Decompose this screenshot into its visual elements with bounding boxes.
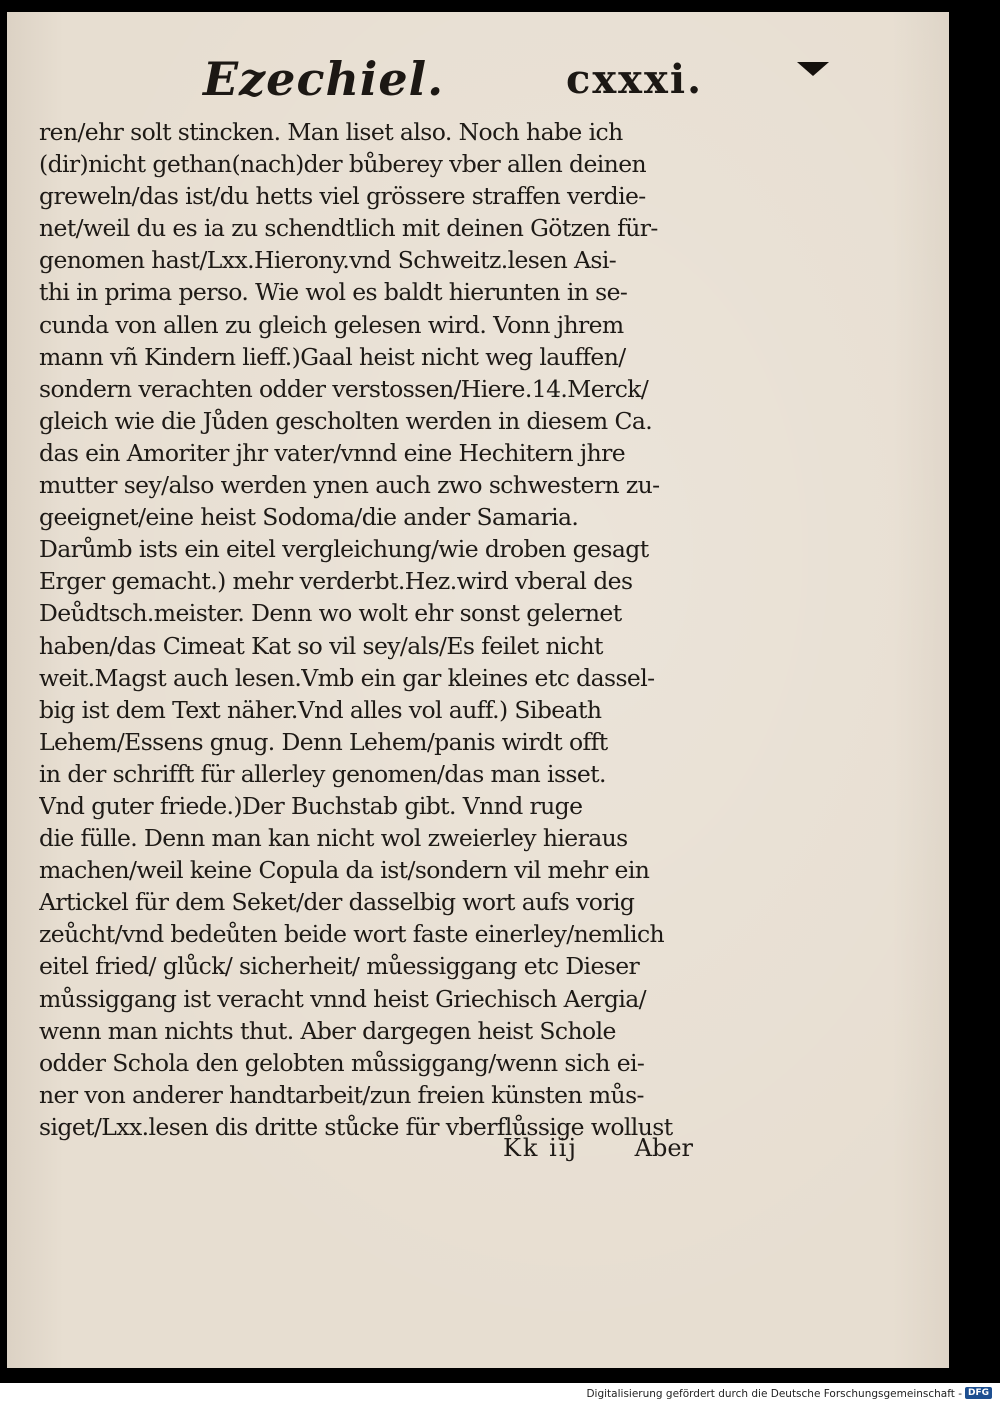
text-line: machen/weil keine Copula da ist/sondern vil mehr ein bbox=[39, 856, 650, 885]
text-line: geeignet/eine heist Sodoma/die ander Samaria. bbox=[39, 503, 579, 532]
text-line: siget/Lxx.lesen dis dritte stůcke für vberflůssige wollust bbox=[39, 1112, 673, 1141]
text-line: ren/ehr solt stincken. Man liset also. Noch habe ich bbox=[39, 118, 623, 146]
text-line: Artickel für dem Seket/der dasselbig wort aufs vorig bbox=[39, 888, 635, 917]
text-line: wenn man nichts thut. Aber dargegen heist Schole bbox=[39, 1016, 616, 1045]
body-text bbox=[39, 116, 719, 1143]
text-line: haben/das Cimeat Kat so vil sey/als/Es feilet nicht bbox=[39, 631, 603, 660]
folio-number: cxxxi. bbox=[565, 56, 703, 103]
text-line: Deůdtsch.meister. Denn wo wolt ehr sonst gelernet bbox=[39, 599, 622, 628]
text-line: ner von anderer handtarbeit/zun freien künsten můs- bbox=[39, 1080, 644, 1109]
text-line: genomen hast/Lxx.Hierony.vnd Schweitz.lesen Asi- bbox=[39, 246, 617, 275]
text-line: mann vñ Kindern lieff.)Gaal heist nicht weg lauffen/ bbox=[39, 342, 626, 371]
text-line: můssiggang ist veracht vnnd heist Griechisch Aergia/ bbox=[39, 984, 646, 1013]
text-line: Vnd guter friede.)Der Buchstab gibt. Vnnd ruge bbox=[39, 791, 583, 820]
running-title: Ezechiel. bbox=[203, 52, 445, 106]
text-line: die fülle. Denn man kan nicht wol zweierley hieraus bbox=[39, 824, 628, 853]
text-line: thi in prima perso. Wie wol es baldt hierunten in se- bbox=[39, 278, 628, 307]
text-line: eitel fried/ glůck/ sicherheit/ můessiggang etc Dieser bbox=[39, 952, 640, 981]
catchword: Aber bbox=[634, 1134, 693, 1162]
signature-mark: Kk iij bbox=[503, 1134, 578, 1162]
text-line: das ein Amoriter jhr vater/vnnd eine Hechitern jhre bbox=[39, 438, 626, 467]
text-line: gleich wie die Jůden gescholten werden in diesem Ca. bbox=[39, 406, 653, 435]
page-header bbox=[203, 52, 703, 122]
page-footer bbox=[503, 1134, 693, 1168]
text-line: Darůmb ists ein eitel vergleichung/wie droben gesagt bbox=[39, 535, 649, 564]
book-page bbox=[7, 12, 949, 1368]
attribution-text: Digitalisierung gefördert durch die Deutsche Forschungsgemeinschaft - bbox=[586, 1388, 962, 1400]
text-line: weit.Magst auch lesen.Vmb ein gar kleines etc dassel- bbox=[39, 663, 655, 692]
text-line: cunda von allen zu gleich gelesen wird. Vonn jhrem bbox=[39, 310, 624, 339]
text-line: (dir)nicht gethan(nach)der bůberey vber allen deinen bbox=[39, 150, 647, 179]
dfg-logo: DFG bbox=[965, 1387, 992, 1399]
text-line: in der schrifft für allerley genomen/das man isset. bbox=[39, 759, 606, 788]
text-line: net/weil du es ia zu schendtlich mit deinen Götzen für- bbox=[39, 214, 658, 243]
text-line: sondern verachten odder verstossen/Hiere.14.Merck/ bbox=[39, 374, 649, 403]
text-line: greweln/das ist/du hetts viel grössere straffen verdie- bbox=[39, 182, 646, 211]
text-line: zeůcht/vnd bedeůten beide wort faste einerley/nemlich bbox=[39, 920, 665, 949]
ornament-mark bbox=[797, 62, 829, 76]
text-line: Erger gemacht.) mehr verderbt.Hez.wird vberal des bbox=[39, 567, 633, 596]
text-line: Lehem/Essens gnug. Denn Lehem/panis wirdt offt bbox=[39, 727, 608, 756]
text-line: odder Schola den gelobten můssiggang/wenn sich ei- bbox=[39, 1048, 645, 1077]
text-line: mutter sey/also werden ynen auch zwo schwestern zu- bbox=[39, 471, 660, 500]
attribution-bar bbox=[586, 1387, 992, 1401]
text-line: big ist dem Text näher.Vnd alles vol auff.) Sibeath bbox=[39, 695, 602, 724]
